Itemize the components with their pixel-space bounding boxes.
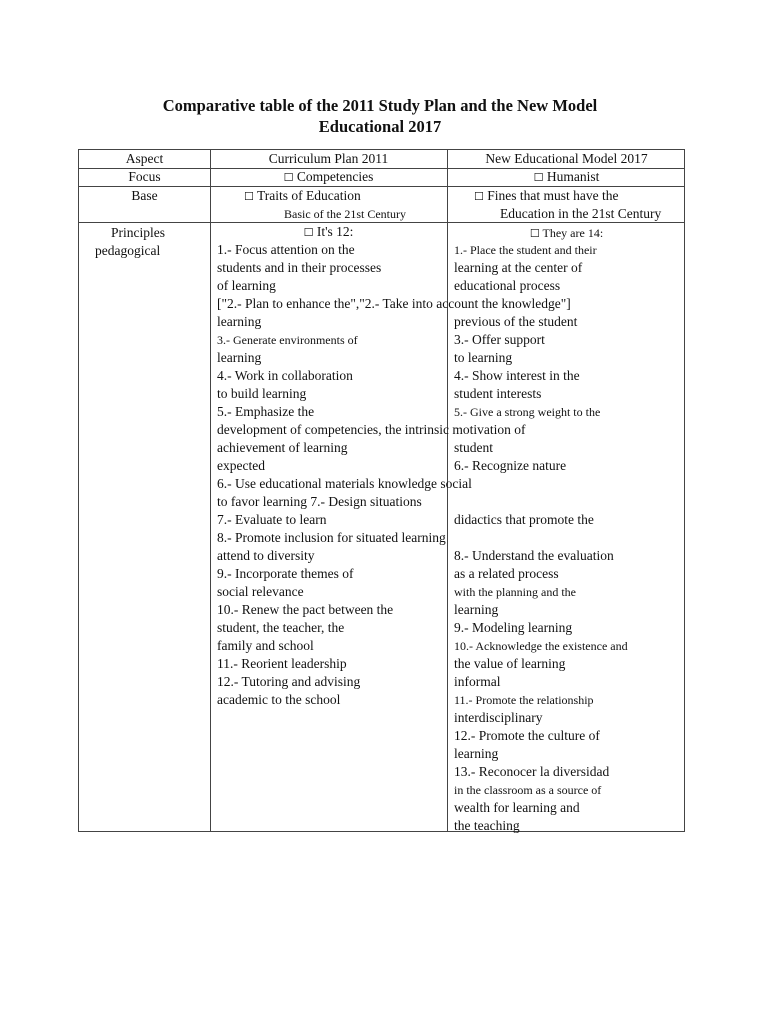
list-item: previous of the student xyxy=(454,314,578,329)
list-item: interdisciplinary xyxy=(454,710,543,725)
list-item: learning at the center of xyxy=(454,260,583,275)
list-item: 1.- Focus attention on the xyxy=(217,242,355,257)
list-item: 5.- Give a strong weight to the xyxy=(454,405,601,419)
list-item: 11.- Reorient leadership xyxy=(217,656,347,671)
list-item: students and in their processes xyxy=(217,260,382,275)
list-item: social relevance xyxy=(217,584,304,599)
list-item: 12.- Promote the culture of xyxy=(454,728,600,743)
list-item: 3.- Offer support xyxy=(454,332,545,347)
list-item xyxy=(454,529,628,547)
list-item: 8.- Promote inclusion for situated learning xyxy=(217,530,446,545)
list-item: educational process xyxy=(454,278,561,293)
principles-model-2017-heading-text: They are 14: xyxy=(542,226,604,240)
list-item: achievement of learning xyxy=(217,440,348,455)
checkbox-icon: ☐ xyxy=(474,190,484,203)
column-divider xyxy=(210,150,211,831)
list-item: learning xyxy=(217,350,262,365)
list-item: with the planning and the xyxy=(454,585,576,599)
base-plan-2011-text: Traits of Education xyxy=(257,188,361,203)
title-line-2: Educational 2017 xyxy=(318,117,442,136)
checkbox-icon: ☐ xyxy=(283,171,294,184)
base-model-2017-line1 xyxy=(474,187,618,206)
list-item: family and school xyxy=(217,638,314,653)
list-item: 12.- Tutoring and advising xyxy=(217,674,361,689)
base-plan-2011-line2: Basic of the 21st Century xyxy=(284,207,406,221)
list-item: didactics that promote the xyxy=(454,512,594,527)
principles-label-line2: pedagogical xyxy=(95,243,161,258)
base-label: Base xyxy=(131,188,158,203)
checkbox-icon: ☐ xyxy=(533,171,544,184)
principles-plan-2011-heading-text: It's 12: xyxy=(316,224,354,239)
header-aspect: Aspect xyxy=(125,151,164,166)
checkbox-icon: ☐ xyxy=(529,227,540,240)
base-model-2017-line2: Education in the 21st Century xyxy=(500,206,662,221)
list-item: ["2.- Plan to enhance the","2.- Take into account the knowledge"] xyxy=(217,296,571,311)
principles-plan-2011-heading xyxy=(210,223,447,242)
base-model-2017-text: Fines that must have the xyxy=(487,188,619,203)
list-item: development of competencies, the intrinsic motivation of xyxy=(217,422,526,437)
list-item: attend to diversity xyxy=(217,548,315,563)
list-item: 8.- Understand the evaluation xyxy=(454,548,614,563)
list-item: 4.- Work in collaboration xyxy=(217,368,353,383)
comparison-table xyxy=(78,149,685,832)
list-item: student, the teacher, the xyxy=(217,620,345,635)
list-item: 13.- Reconocer la diversidad xyxy=(454,764,610,779)
list-item: 10.- Renew the pact between the xyxy=(217,602,394,617)
list-item: expected xyxy=(217,458,265,473)
checkbox-icon: ☐ xyxy=(303,226,314,239)
list-item: the value of learning xyxy=(454,656,566,671)
list-item: 10.- Acknowledge the existence and xyxy=(454,639,628,653)
principles-label-line1: Principles xyxy=(111,225,165,240)
focus-plan-2011-text: Competencies xyxy=(296,169,374,184)
list-item: to favor learning 7.- Design situations xyxy=(217,494,422,509)
list-item: learning xyxy=(217,314,262,329)
list-item: 5.- Emphasize the xyxy=(217,404,315,419)
header-model-2017: New Educational Model 2017 xyxy=(485,151,648,166)
list-item: academic to the school xyxy=(217,692,341,707)
list-item xyxy=(454,421,628,439)
list-item xyxy=(454,475,628,493)
list-item: wealth for learning and xyxy=(454,800,580,815)
list-item: student xyxy=(454,440,493,455)
list-item: 9.- Incorporate themes of xyxy=(217,566,354,581)
focus-model-2017 xyxy=(448,168,685,187)
principles-model-2017-list xyxy=(454,241,628,835)
list-item: 4.- Show interest in the xyxy=(454,368,580,383)
list-item: learning xyxy=(454,602,499,617)
list-item: to build learning xyxy=(217,386,307,401)
list-item: 6.- Use educational materials knowledge social xyxy=(217,476,472,491)
list-item xyxy=(454,493,628,511)
focus-model-2017-text: Humanist xyxy=(546,169,600,184)
title-line-1: Comparative table of the 2011 Study Plan and the New Model xyxy=(162,96,598,115)
document-title xyxy=(90,95,670,137)
list-item xyxy=(454,295,628,313)
list-item: the teaching xyxy=(454,818,520,833)
list-item: of learning xyxy=(217,278,276,293)
list-item: informal xyxy=(454,674,501,689)
list-item: 1.- Place the student and their xyxy=(454,243,597,257)
list-item: 9.- Modeling learning xyxy=(454,620,573,635)
checkbox-icon: ☐ xyxy=(244,190,254,203)
focus-label: Focus xyxy=(128,169,161,184)
list-item: 11.- Promote the relationship xyxy=(454,693,594,707)
list-item: as a related process xyxy=(454,566,559,581)
list-item: 3.- Generate environments of xyxy=(217,333,358,347)
list-item: in the classroom as a source of xyxy=(454,783,602,797)
list-item: 6.- Recognize nature xyxy=(454,458,567,473)
header-plan-2011: Curriculum Plan 2011 xyxy=(268,151,389,166)
list-item: to learning xyxy=(454,350,513,365)
list-item: learning xyxy=(454,746,499,761)
focus-plan-2011 xyxy=(210,168,447,187)
list-item: student interests xyxy=(454,386,542,401)
base-plan-2011-line1 xyxy=(244,187,361,206)
list-item: 7.- Evaluate to learn xyxy=(217,512,327,527)
